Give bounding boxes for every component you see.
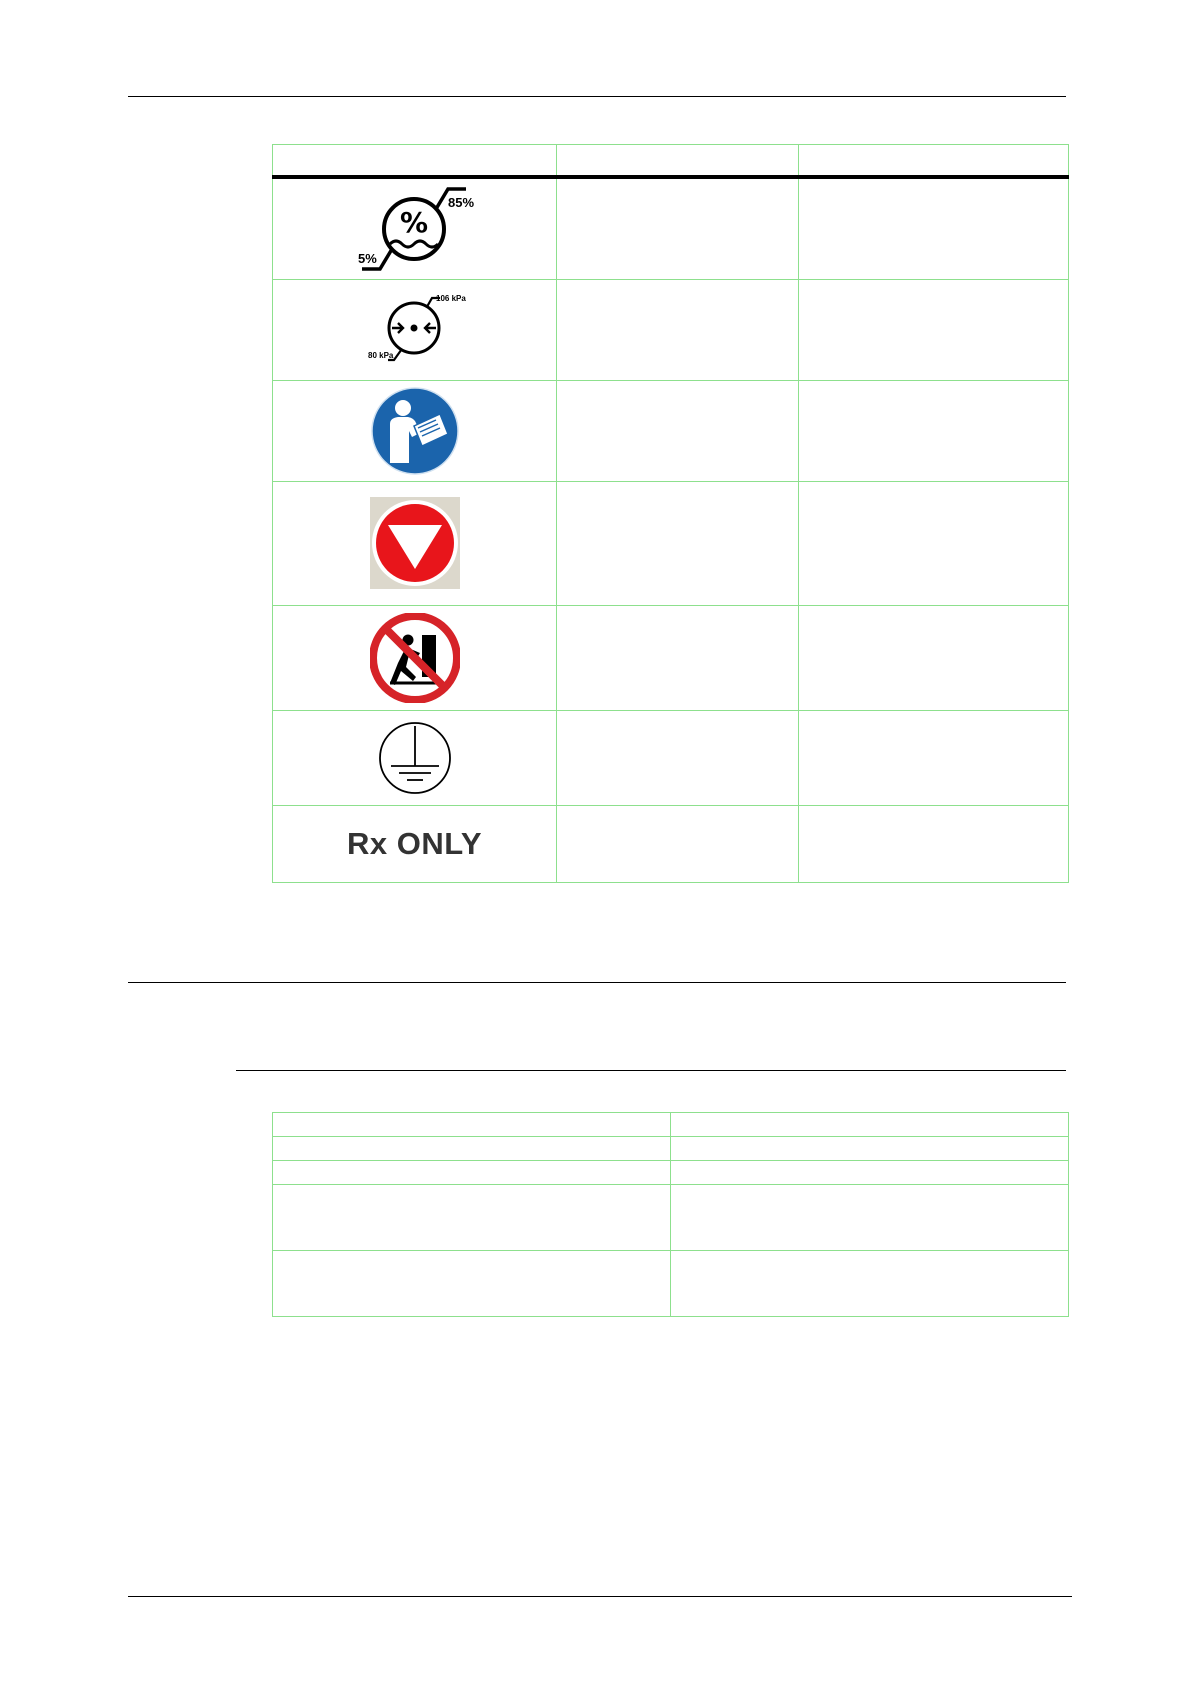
symbol-cell bbox=[273, 177, 557, 280]
svg-text:%: % bbox=[399, 205, 428, 239]
table-row bbox=[273, 380, 1069, 481]
symbols-table-header bbox=[273, 145, 1069, 177]
table-row bbox=[273, 177, 1069, 280]
rx-only-label: Rx ONLY bbox=[346, 825, 482, 861]
table-row bbox=[273, 481, 1069, 605]
humidity-upper-label: 85% bbox=[447, 194, 474, 210]
header-cell-symbol bbox=[273, 145, 557, 177]
spec-label-cell bbox=[273, 1137, 671, 1161]
header-cell-notes bbox=[799, 145, 1069, 177]
spec-label-cell bbox=[273, 1251, 671, 1317]
spec-value-cell bbox=[671, 1113, 1069, 1137]
description-cell bbox=[557, 279, 799, 380]
description-cell bbox=[557, 805, 799, 882]
symbol-cell bbox=[273, 279, 557, 380]
note-cell bbox=[799, 605, 1069, 710]
spec-label-cell bbox=[273, 1185, 671, 1251]
description-cell bbox=[557, 481, 799, 605]
symbols-table bbox=[272, 144, 1069, 883]
spec-value-cell bbox=[671, 1185, 1069, 1251]
symbol-cell bbox=[273, 605, 557, 710]
note-cell bbox=[799, 177, 1069, 280]
table-row bbox=[273, 279, 1069, 380]
spec-label-cell bbox=[273, 1113, 671, 1137]
symbol-cell bbox=[273, 481, 557, 605]
description-cell bbox=[557, 380, 799, 481]
symbol-cell bbox=[273, 805, 557, 882]
note-cell bbox=[799, 279, 1069, 380]
protective-earth-icon bbox=[377, 720, 453, 796]
description-cell bbox=[557, 710, 799, 805]
section-rule bbox=[128, 982, 1066, 983]
atmospheric-pressure-limit-icon bbox=[360, 290, 470, 370]
spec-label-cell bbox=[273, 1161, 671, 1185]
description-cell bbox=[557, 605, 799, 710]
table-row bbox=[273, 1113, 1069, 1137]
table-row bbox=[273, 1161, 1069, 1185]
spec-value-cell bbox=[671, 1137, 1069, 1161]
spec-value-cell bbox=[671, 1251, 1069, 1317]
symbol-cell bbox=[273, 710, 557, 805]
table-row bbox=[273, 805, 1069, 882]
description-cell bbox=[557, 177, 799, 280]
pressure-lower-label: 80 kPa bbox=[367, 350, 393, 360]
note-cell bbox=[799, 805, 1069, 882]
table-row bbox=[273, 710, 1069, 805]
no-pushing-icon bbox=[370, 613, 460, 703]
note-cell bbox=[799, 481, 1069, 605]
humidity-limit-icon bbox=[350, 179, 480, 279]
read-manual-icon bbox=[370, 386, 460, 476]
specs-table bbox=[272, 1112, 1069, 1317]
yield-triangle-icon bbox=[370, 497, 460, 589]
table-row bbox=[273, 1251, 1069, 1317]
table-row bbox=[273, 1185, 1069, 1251]
table-row bbox=[273, 1137, 1069, 1161]
subsection-rule bbox=[236, 1070, 1066, 1071]
note-cell bbox=[799, 710, 1069, 805]
pressure-upper-label: 106 kPa bbox=[435, 293, 466, 303]
top-rule bbox=[128, 96, 1066, 97]
footer-rule bbox=[128, 1596, 1072, 1597]
table-row bbox=[273, 605, 1069, 710]
spec-value-cell bbox=[671, 1161, 1069, 1185]
humidity-lower-label: 5% bbox=[357, 250, 377, 266]
header-cell-description bbox=[557, 145, 799, 177]
symbol-cell bbox=[273, 380, 557, 481]
note-cell bbox=[799, 380, 1069, 481]
